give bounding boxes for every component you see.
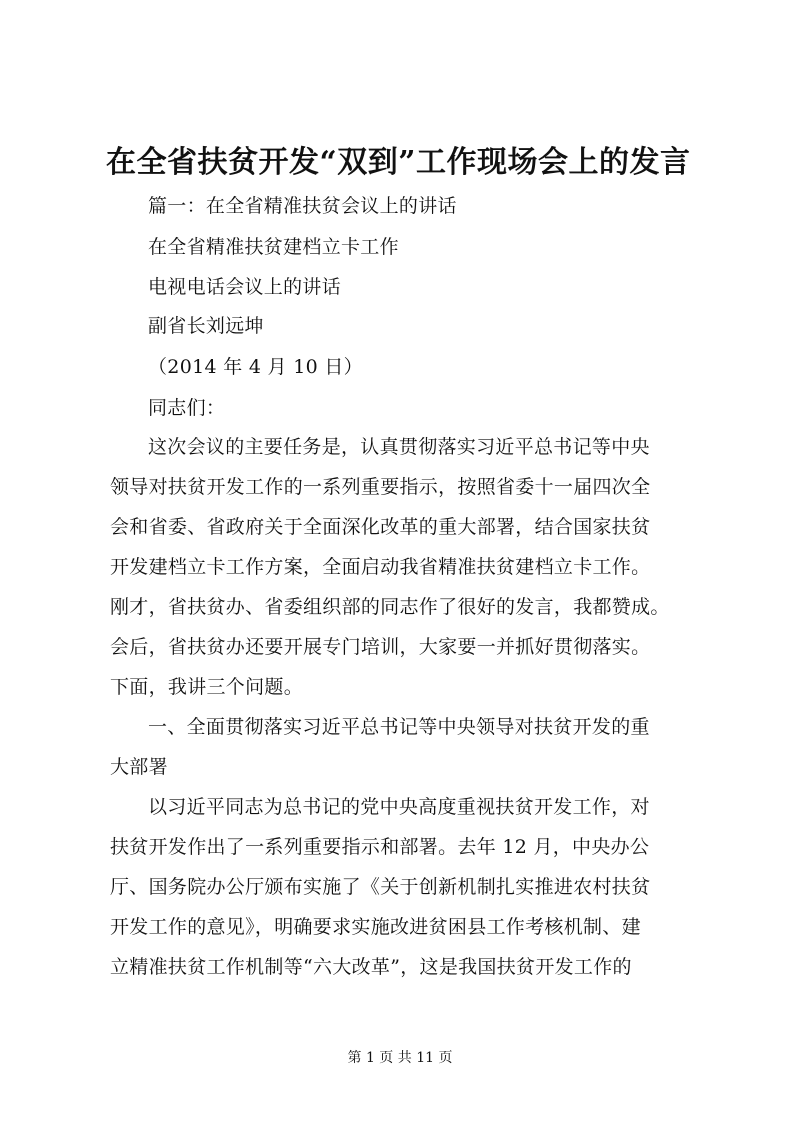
text-line: 这次会议的主要任务是，认真贯彻落实习近平总书记等中央 (148, 436, 650, 458)
text-line: 同志们： (148, 397, 226, 419)
text-line: 会和省委、省政府关于全面深化改革的重大部署，结合国家扶贫 (110, 516, 651, 538)
page-number-footer: 第 1 页 共 11 页 (347, 1050, 453, 1066)
text-line: 扶贫开发作出了一系列重要指示和部署。去年 12 月，中央办公 (110, 836, 650, 858)
text-line: （2014 年 4 月 10 日） (148, 356, 363, 378)
text-line: 领导对扶贫开发工作的一系列重要指示，按照省委十一届四次全 (110, 476, 651, 498)
text-line: 立精准扶贫工作机制等“六大改革”，这是我国扶贫开发工作的 (110, 956, 632, 978)
text-line: 刚才，省扶贫办、省委组织部的同志作了很好的发言，我都赞成。 (110, 596, 670, 618)
document-title: 在全省扶贫开发“双到”工作现场会上的发言 (106, 145, 691, 180)
text-line: 大部署 (110, 756, 168, 778)
text-line: 会后，省扶贫办还要开展专门培训，大家要一并抓好贯彻落实。 (110, 636, 651, 658)
text-line: 以习近平同志为总书记的党中央高度重视扶贫开发工作，对 (148, 796, 650, 818)
text-line: 开发建档立卡工作方案，全面启动我省精准扶贫建档立卡工作。 (110, 556, 651, 578)
text-line: 篇一：在全省精准扶贫会议上的讲话 (148, 195, 457, 217)
text-line: 副省长刘远坤 (148, 315, 264, 337)
text-line: 电视电话会议上的讲话 (148, 276, 342, 298)
text-line: 下面，我讲三个问题。 (110, 676, 304, 698)
text-line: 一、全面贯彻落实习近平总书记等中央领导对扶贫开发的重 (148, 716, 650, 738)
text-line: 厅、国务院办公厅颁布实施了《关于创新机制扎实推进农村扶贫 (110, 876, 651, 898)
text-line: 开发工作的意见》，明确要求实施改进贫困县工作考核机制、建 (110, 916, 641, 938)
text-line: 在全省精准扶贫建档立卡工作 (148, 236, 399, 258)
